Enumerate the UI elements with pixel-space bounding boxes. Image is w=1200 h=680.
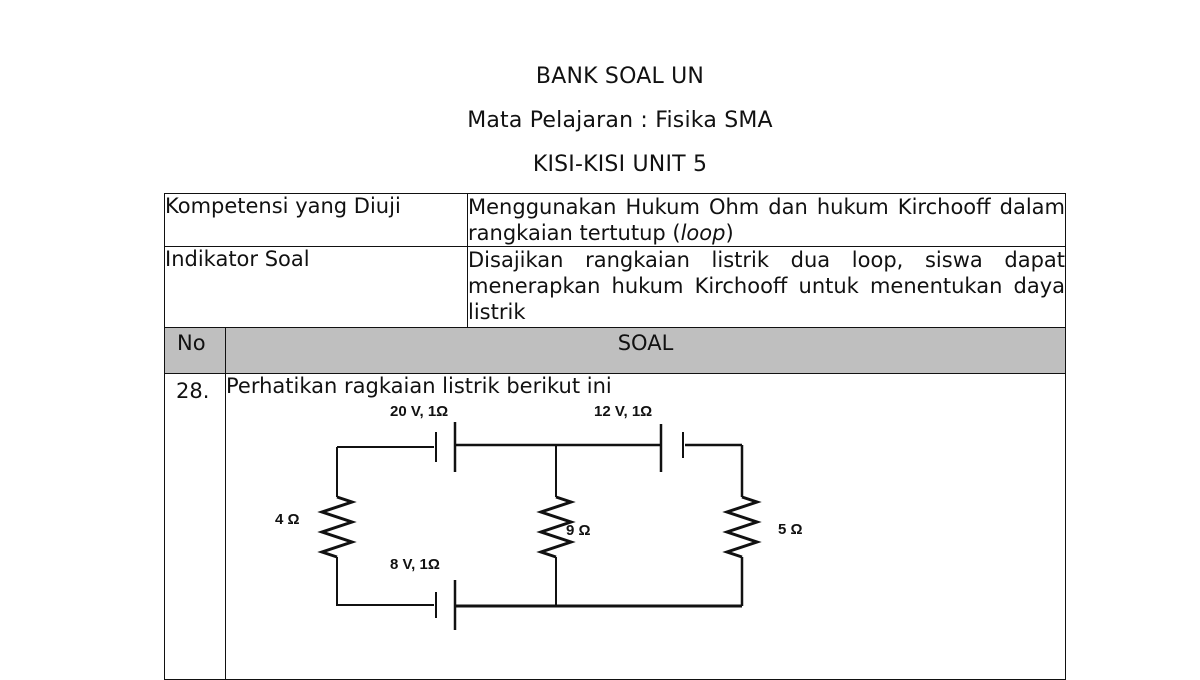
left-wire (337, 447, 434, 605)
battery-bottom-label: 8 V, 1Ω (390, 556, 440, 573)
document-title: BANK SOAL UN (535, 64, 705, 89)
kompetensi-text: Menggunakan Hukum Ohm dan hukum Kirchooff dalam rangkaian tertutup ( (468, 195, 1066, 245)
column-header-soal: SOAL (226, 328, 1066, 374)
kompetensi-close: ) (725, 221, 734, 245)
unit-heading: KISI-KISI UNIT 5 (532, 152, 708, 177)
battery-top-left-symbol (436, 422, 455, 472)
resistor-right-label: 5 Ω (778, 521, 803, 538)
battery-top-right-label: 12 V, 1Ω (594, 403, 653, 420)
battery-bottom-symbol (436, 580, 455, 630)
resistor-right-symbol (727, 497, 757, 557)
resistor-left-symbol (322, 497, 352, 557)
kompetensi-label: Kompetensi yang Diuji (165, 194, 468, 247)
battery-top-right-symbol (661, 424, 683, 472)
battery-top-left-label: 20 V, 1Ω (390, 403, 449, 420)
resistor-middle-label: 9 Ω (566, 522, 591, 539)
subject-line: Mata Pelajaran : Fisika SMA (467, 108, 773, 133)
resistor-left-label: 4 Ω (275, 511, 300, 528)
indikator-label: Indikator Soal (165, 247, 468, 328)
indikator-value: Disajikan rangkaian listrik dua loop, siswa dapat menerapkan hukum Kirchooff untuk menentukan daya listrik (468, 247, 1066, 328)
question-text: Perhatikan ragkaian listrik berikut ini (226, 374, 612, 398)
kompetensi-italic: loop (680, 221, 726, 245)
question-number: 28. (165, 374, 226, 680)
column-header-no: No (165, 328, 226, 374)
